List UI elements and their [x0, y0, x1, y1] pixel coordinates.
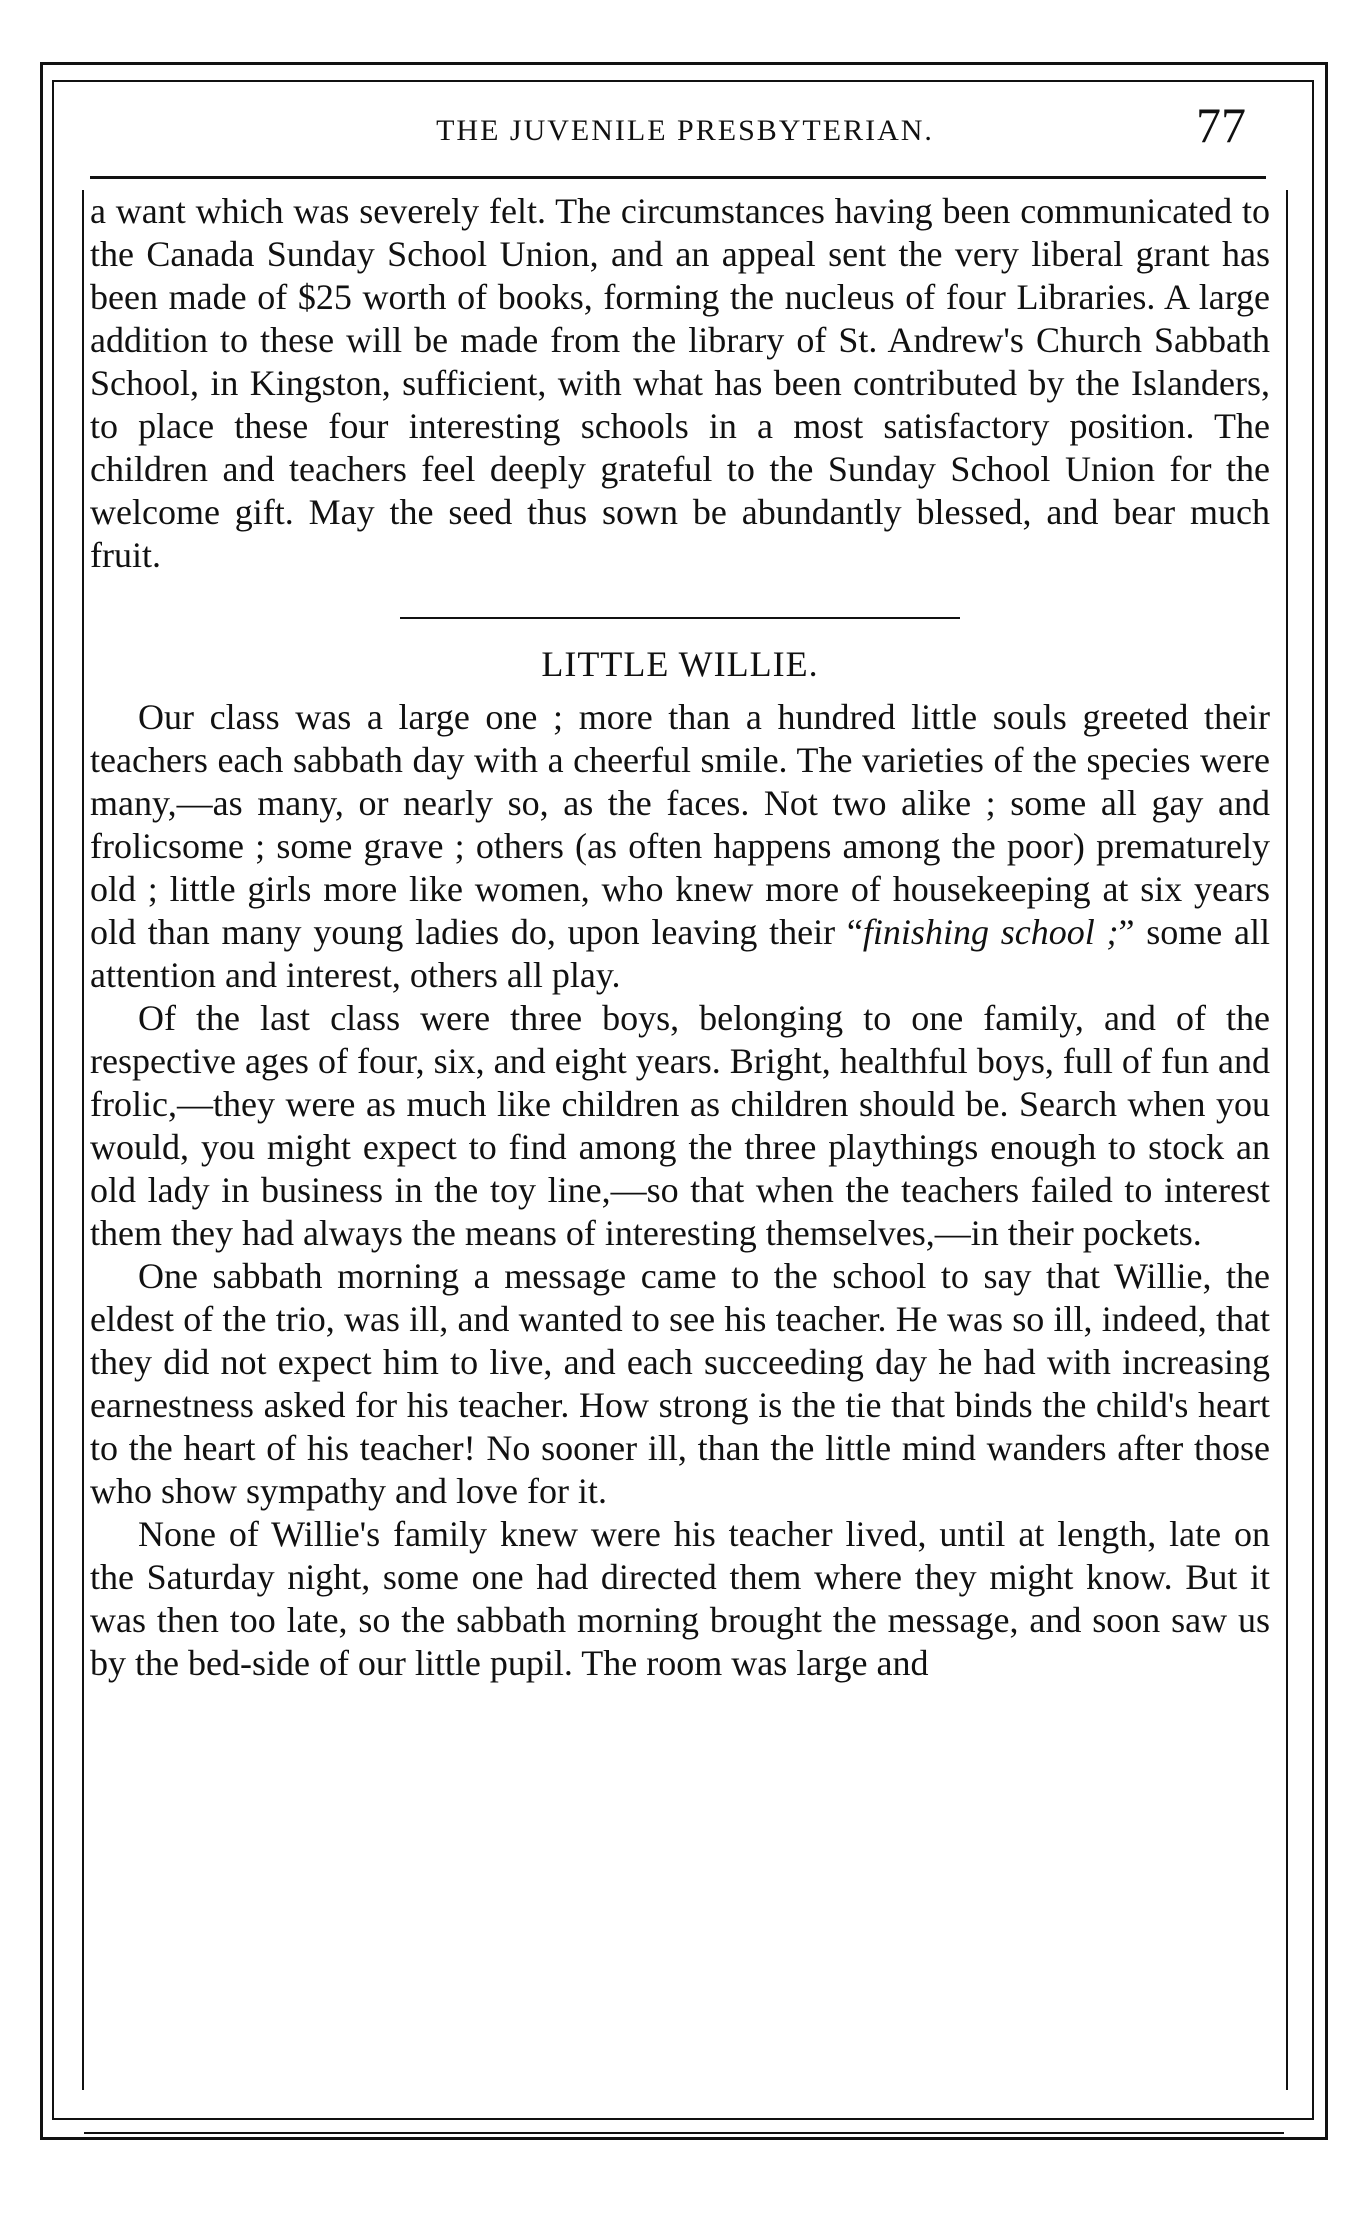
paragraph-1-text-b: ” some all attention and interest, others all play.: [90, 912, 1271, 995]
header-rule: [90, 176, 1266, 179]
page-number: 77: [1196, 97, 1246, 153]
paragraph-1-text-a: Our class was a large one ; more than a hundred little souls greeted their teachers each sabbath day with a cheerful smile. The varieties of the species were many,—as many, or nearly so, as the faces. Not two alike ; some all gay and frolicsome ; some grave ; others (as often happens among the poor) prematurely old ; little girls more like women, who knew more of housekeeping at six years old than many young ladies do, upon leaving their “: [90, 697, 1270, 952]
article-paragraph-3: One sabbath morning a message came to the school to say that Willie, the eldest of the trio, was ill, and wanted to see his teacher. He was so ill, indeed, that they did not expect him to live, and each succeeding day he had with increasing earnestness asked for his teacher. How strong is the tie that binds the child's heart to the heart of his teacher! No sooner ill, than the little mind wanders after those who show sympathy and love for it.: [90, 1256, 1270, 1511]
article-paragraph-4: None of Willie's family knew were his teacher lived, until at length, late on the Saturday night, some one had directed them where they might know. But it was then too late, so the sabbath morning brought the message, and soon saw us by the bed-side of our little pupil. The room was large and: [90, 1514, 1270, 1683]
article-paragraph-1: [90, 696, 1270, 997]
article-title: LITTLE WILLIE.: [541, 644, 819, 684]
article-paragraph-2: Of the last class were three boys, belonging to one family, and of the respective ages of four, six, and eight years. Bright, healthful boys, full of fun and frolic,—they were as much like children as children should be. Search when you would, you might expect to find among the three playthings enough to stock an old lady in business in the toy line,—so that when the teachers failed to interest them they had always the means of interesting themselves,—in their pockets.: [90, 998, 1270, 1253]
footer-double-rule: [84, 2132, 1284, 2140]
left-margin-rule: [82, 190, 84, 2090]
continued-paragraph: a want which was severely felt. The circumstances having been communicated to the Canada Sunday School Union, and an appeal sent the very liberal grant has been made of $25 worth of books, forming the nucleus of four Libraries. A large addition to these will be made from the library of St. Andrew's Church Sabbath School, in Kingston, sufficient, with what has been contributed by the Islanders, to place these four interesting schools in a most satisfactory position. The children and teachers feel deeply grateful to the Sunday School Union for the welcome gift. May the seed thus sown be abundantly blessed, and bear much fruit.: [90, 191, 1270, 575]
paragraph-1-emphasis: finishing school ;: [862, 912, 1119, 952]
right-margin-rule: [1286, 190, 1288, 2090]
running-title: THE JUVENILE PRESBYTERIAN.: [436, 114, 934, 147]
section-divider: [400, 617, 960, 619]
page-header: [90, 92, 1280, 172]
page-content: [90, 190, 1270, 1685]
